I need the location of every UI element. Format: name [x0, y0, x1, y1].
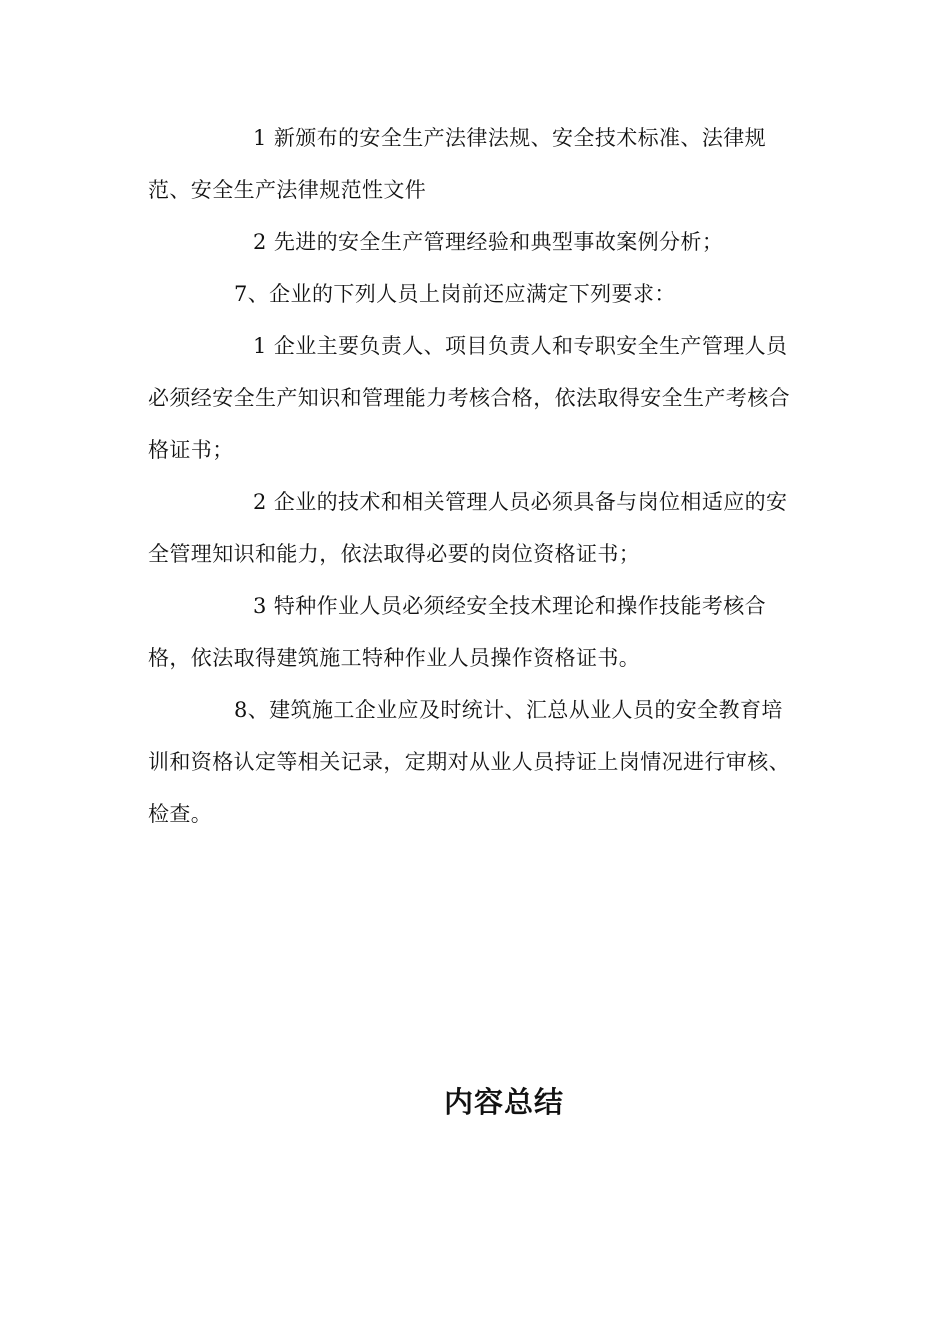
paragraph-technical-staff-requirements: 2 企业的技术和相关管理人员必须具备与岗位相适应的安全管理知识和能力，依法取得必要的岗位资格证书；	[148, 490, 788, 566]
paragraph-principal-requirements: 1 企业主要负责人、项目负责人和专职安全生产管理人员必须经安全生产知识和管理能力考核合格，依法取得安全生产考核合格证书；	[148, 334, 790, 462]
paragraph-special-operations-requirements: 3 特种作业人员必须经安全技术理论和操作技能考核合格，依法取得建筑施工特种作业人员操作资格证书。	[148, 594, 767, 670]
paragraph-item-8: 8、建筑施工企业应及时统计、汇总从业人员的安全教育培训和资格认定等相关记录，定期对从业人员持证上岗情况进行审核、检查。	[148, 698, 790, 826]
paragraph-new-regulations: 1 新颁布的安全生产法律法规、安全技术标准、法律规范、安全生产法律规范性文件	[148, 126, 767, 202]
paragraph-item-7: 7、企业的下列人员上岗前还应满定下列要求：	[234, 282, 676, 306]
paragraph-advanced-experience: 2 先进的安全生产管理经验和典型事故案例分析；	[253, 230, 724, 254]
summary-title: 内容总结	[443, 1085, 564, 1119]
